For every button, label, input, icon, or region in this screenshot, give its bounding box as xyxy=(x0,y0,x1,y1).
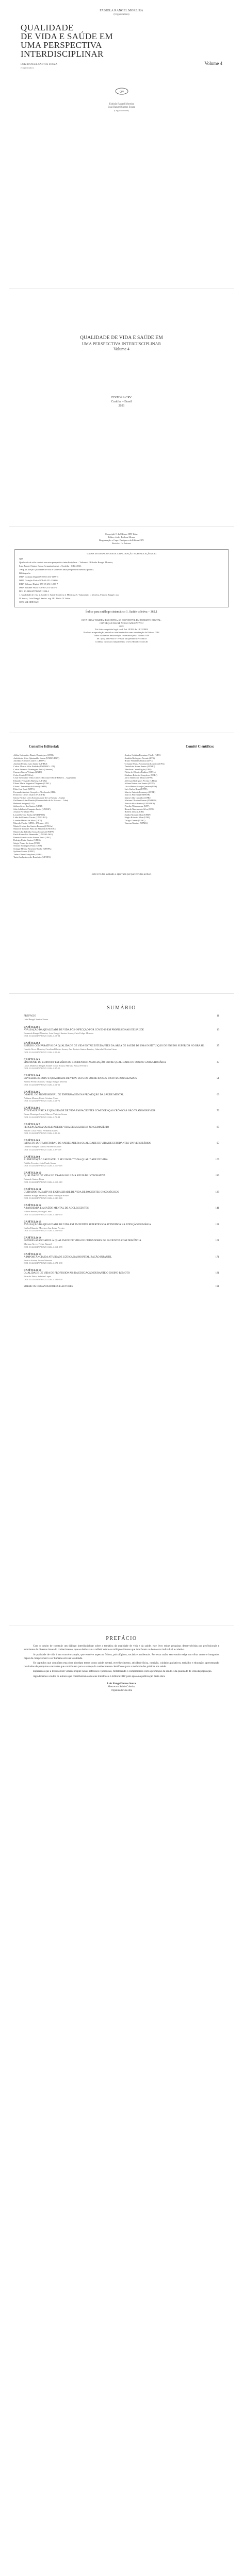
scientific-committee-list xyxy=(125,754,230,859)
inner-title: QUALIDADE DE VIDA E SAÚDE EM xyxy=(80,335,163,341)
chapter-doi: DOI: 10.24824/978652511204.4.141-150 xyxy=(24,1213,62,1216)
chapter-title-row xyxy=(24,1094,219,1097)
council-member: Tania Suely Azevedo Brasileiro (UFOPA) xyxy=(13,856,51,858)
cataloging-lines xyxy=(19,557,224,604)
chapter-number: CAPÍTULO 10 xyxy=(24,1172,41,1175)
chapter-number: CAPÍTULO 13 xyxy=(24,1220,41,1224)
preface-heading: PREFÁCIO xyxy=(106,1636,137,1641)
chapter-number: CAPÍTULO 3 xyxy=(24,1058,40,1061)
chapter-authors: Natália Ferreira; João Paulo Souza xyxy=(24,1161,56,1164)
chapter-authors: Isabela Santos; Rodrigo Lima xyxy=(24,1210,52,1213)
copyright-footer xyxy=(14,619,229,643)
scientific-committee-heading: Comitê Científico: xyxy=(185,744,214,749)
council-member: Lídia de Oliveira Xavier (UNIEURO) xyxy=(13,816,47,819)
council-member: Cesar Gerónimo Tello (Univer. Nacional Três de Febrero – Argentina) xyxy=(13,776,76,779)
chapter-page: 141 xyxy=(215,1207,219,1210)
chapter-doi: DOI: 10.24824/978652511204.4.171-180 xyxy=(24,1262,62,1264)
summary-entry xyxy=(24,1123,219,1135)
council-member: Antônio Pereira Gaio Júnior (UFRRJ) xyxy=(13,762,47,765)
cataloging-line: ISBN Coleção Digital 978-65-251-1199-3 xyxy=(19,575,58,578)
inner-title-page xyxy=(0,289,243,526)
chapter-title: ATIVIDADE FÍSICA E QUALIDADE DE VIDA EM PACIENTES COM DOENÇAS CRÔNICAS NÃO TRANSMISSÍVEIS xyxy=(24,1110,155,1112)
chapter-page: 51 xyxy=(217,1077,219,1080)
review-credit: Este livro foi avaliado e aprovado por pareceristas ad hoc. xyxy=(91,873,152,876)
chapter-title-row xyxy=(24,1272,219,1275)
signature-line: Mestre em Saúde Coletiva xyxy=(108,1686,135,1689)
committee-member: Andrea Cristina Fermiano Fidelis (UFC) xyxy=(124,754,161,756)
committee-member: Vanessa Martins (UFMG) xyxy=(124,822,148,824)
cataloging-line: DOI 10.24824/978652511204.4 xyxy=(19,590,49,592)
chapter-title-row xyxy=(24,1207,219,1210)
council-member: Tadeu Oliver Gonçalves (UFPA) xyxy=(13,853,43,856)
committee-member: Andréia Rodrigues Parente (UFS) xyxy=(124,756,155,759)
chapter-page: 171 xyxy=(215,1256,219,1259)
chapter-page: 11 xyxy=(217,1015,219,1018)
title-line: DE VIDA E SAÚDE EM xyxy=(21,31,113,41)
summary-entry xyxy=(24,1015,219,1021)
committee-member: Daniela de Souza Santos (UFMG) xyxy=(124,765,155,768)
council-member: João Adalberto Campato Junior (UNESP) xyxy=(13,807,51,810)
footer-line: Conheça os nossos lançamentos: www.editoracrv.com.br xyxy=(95,640,148,643)
council-member: Elizeu Clementino de Souza (UNEB) xyxy=(13,785,47,788)
chapter-number: CAPÍTULO 16 xyxy=(24,1269,41,1272)
preface-page xyxy=(0,1625,243,2254)
chapter-authors: Beatriz Souza; Luana Moreira xyxy=(24,1259,52,1262)
cataloging-line: 1. Qualidade de vida 2. Saúde 3. Saúde Coletiva 4. Medicina 5. Tratamento I. Moreira, Fabiola Rangel. org. xyxy=(19,594,119,596)
chapter-doi: DOI: 10.24824/978652511204.4.151-160 xyxy=(24,1229,62,1232)
publisher-block xyxy=(0,396,243,408)
chapter-doi: DOI: 10.24824/978652511204.4.119-128 xyxy=(24,1180,62,1183)
chapter-doi: DOI: 10.24824/978652511204.4.109-118 xyxy=(24,1164,62,1167)
chapter-title: IMPACTO DO TRANSTORNO DE ANSIEDADE NA QUALIDADE DE VIDA DE ESTUDANTES UNIVERSITÁRIOS xyxy=(24,1142,151,1145)
organizer-name: LUIZ RANGEL SANTOS SOUZA xyxy=(21,63,58,66)
council-member: Gloria Fariñas León (Universidade de La Havana – Cuba) xyxy=(13,796,65,799)
chapter-title: CUIDADOS PALIATIVOS E QUALIDADE DE VIDA DE PACIENTES ONCOLÓGICOS xyxy=(24,1191,119,1194)
council-member: Carmen Tereza Velanga (UNIR) xyxy=(13,771,42,773)
chapter-doi: DOI: 10.24824/978652511204.4.73-84 xyxy=(24,1115,60,1118)
footer-line: Todos os direitos desta edição reservados pela: Editora CRV xyxy=(93,634,150,637)
council-member: Élsio José Corá (UFFS) xyxy=(13,788,35,790)
chapter-page: 63 xyxy=(217,1093,219,1096)
chapter-page: 129 xyxy=(215,1191,219,1194)
chapter-title: ALIMENTAÇÃO SAUDÁVEL E SEU IMPACTO NA QUALIDADE DE VIDA xyxy=(24,1158,108,1161)
publisher-city: Curitiba – Brasil xyxy=(111,400,132,403)
chapter-number: CAPÍTULO 8 xyxy=(24,1139,40,1142)
chapter-title-row xyxy=(24,1126,219,1129)
chapter-doi: DOI: 10.24824/978652511204.4.97-108 xyxy=(24,1148,61,1151)
chapter-title: QUALIDADE DE VIDA NO TRABALHO: UMA REVISÃO INTEGRATIVA xyxy=(24,1175,106,1177)
chapter-authors: Camila Alves Moreira; Carolina Ribeiro Souza; Ana Beatriz Santos Pereira; Gabriela Oliveira Lima xyxy=(24,1048,117,1050)
book-title xyxy=(21,23,222,58)
cover-page xyxy=(0,0,243,289)
chapter-title-row xyxy=(24,1224,219,1227)
chapter-title: A IMPORTÂNCIA DA ATIVIDADE LÚDICA NA HOSPITALIZAÇÃO INFANTIL xyxy=(24,1256,112,1259)
committee-member: Priscila Albuquerque (UFF) xyxy=(124,805,150,807)
council-member: Marcelo Paixão (UFRJ e UTexas – US) xyxy=(13,822,48,824)
cataloging-line: II. Souza, Luiz Rangel Santos. org. III. Título IV. Série. xyxy=(19,597,71,600)
preface-paragraph: Com o intuito de construir um diálogo interdisciplinar sobre a temática da qualidade de vida e da saúde, este livro reúne pesquisas desenvolvidas por profissionais e estudantes de diversas áreas do conhecimento, que se dedicaram a refletir sobre os múltiplos fatores que interferem no bem-estar individual e coletivo. xyxy=(24,1645,219,1652)
editor-name: FABIOLA RANGEL MOREIRA xyxy=(100,9,143,12)
chapter-doi: DOI: 10.24824/978652511204.4.51-62 xyxy=(24,1083,60,1086)
summary-entry xyxy=(24,1188,219,1200)
chapter-page: 73 xyxy=(217,1110,219,1112)
preface-paragraph: Agradecemos a todos os autores que contribuíram com seus trabalhos e à Editora CRV pelo apoio na publicação desta obra. xyxy=(33,1674,166,1678)
preface-paragraph: Os capítulos que compõem esta obra abordam temas como saúde mental, envelhecimento, atividade física, nutrição, cuidados paliativos, trabalho e educação, apresentando resultados de pesquisas e revisões que contribuem para o avanço do conhecimento científico e para a melhoria das práticas em saúde. xyxy=(24,1662,219,1669)
committee-member: Giuliano Roberto Gonçalves (UFRJ) xyxy=(124,773,157,776)
chapter-title-row xyxy=(24,1256,219,1259)
summary-entry xyxy=(24,1236,219,1248)
council-member: Jailson Alves dos Santos (UFRJ) xyxy=(13,805,43,807)
copyright-page xyxy=(0,527,243,733)
cataloging-line: Luiz Rangel Santos Souza (organizadores). – Curitiba : CRV, 2021. xyxy=(19,565,82,567)
title-line: UMA PERSPECTIVA xyxy=(21,40,102,50)
chapter-number: CAPÍTULO 5 xyxy=(24,1090,40,1094)
summary-entry xyxy=(24,1139,219,1151)
chapter-title-row xyxy=(24,1015,219,1018)
chapter-page: 13 xyxy=(217,1028,219,1031)
council-member: Renato Francisco dos Santos Paula (UFG) xyxy=(13,836,51,839)
committee-member: Rubens Lima (UERJ) xyxy=(124,810,144,813)
chapter-authors: Vanessa Rangel Moreira; Pedro Henrique Souza xyxy=(24,1194,69,1197)
title-line: INTERDISCIPLINAR xyxy=(21,49,104,59)
chapter-number: CAPÍTULO 9 xyxy=(24,1155,40,1159)
preface-paragraph: Esperamos que a leitura deste volume inspire novas reflexões e pesquisas, fortalecendo o compromisso com a promoção da saúde e da qualidade de vida da população. xyxy=(33,1670,213,1673)
cataloging-header: DADOS INTERNACIONAIS DE CATALOGAÇÃO NA PUBLICAÇÃO (CIP) xyxy=(87,552,156,555)
inner-subtitle: UMA PERSPECTIVA INTERDISCIPLINAR xyxy=(82,342,161,346)
publication-year: 2021 xyxy=(118,404,125,408)
chapter-title: QUALIDADE DE VIDA DE PROFISSIONAIS DA EDUCAÇÃO DURANTE O ENSINO REMOTO xyxy=(24,1272,130,1275)
chapter-title: AVALIAÇÃO DA QUALIDADE DE VIDA PÓS-INFECÇÃO POR COVID-19 EM PROFISSIONAIS DE SAÚDE xyxy=(24,1028,144,1031)
chapter-page: 119 xyxy=(215,1175,219,1177)
chapter-title: ESTUDO COMPARATIVO DA QUALIDADE DE VIDA ENTRE ESTUDANTES DA ÁREA DE SAÚDE DE UMA INSTITUIÇÃO DE ENSINO SUPERIOR NO BRASIL xyxy=(24,1045,205,1047)
committee-member: Marcos Ferreira (UNIFESP) xyxy=(124,793,150,796)
chapter-title-row xyxy=(24,1175,219,1178)
summary-entry xyxy=(24,1042,219,1054)
chapter-authors: Juliana Pereira Santos; Thiago Rangel Moreira xyxy=(24,1080,68,1083)
inner-volume: Volume 4 xyxy=(114,347,129,351)
blank-area xyxy=(0,2254,243,2576)
committee-member: Jairo Antônio de Moura (UFSC) xyxy=(124,776,154,779)
chapter-number: CAPÍTULO 1 xyxy=(24,1025,40,1029)
publisher-name: EDITORA CRV xyxy=(111,396,132,399)
organizer-role: (Organizador) xyxy=(21,66,34,69)
chapter-page: 85 xyxy=(217,1126,219,1129)
footer-line: 2021 xyxy=(119,625,124,628)
footer-line: CONHEÇA E BAIXE NOSSO APLICATIVO! xyxy=(99,622,143,624)
copyright-line: Editor-chefe: Railson Moura xyxy=(108,536,135,538)
council-member: Andréia da Silva Quintanilha Sousa (UNIR/UFRN) xyxy=(13,756,59,759)
chapter-authors: Mariana Alves; Felipe Rangel xyxy=(24,1243,52,1245)
council-member: Carlos Alberto Vilar Estêvão (UMINHO – PT) xyxy=(13,765,55,768)
cataloging-line: 196 p. (Coleção Qualidade de vida e saúde em uma perspectiva interdisciplinar) xyxy=(19,568,93,571)
chapter-authors: Renata Costa Pinto; Fernanda Lopes xyxy=(24,1129,58,1132)
council-member: Guillermo Arias Beatón (Universidade de La Havana – Cuba) xyxy=(13,799,69,802)
council-member: Sydione Santos (UEPG) xyxy=(13,850,35,853)
council-page xyxy=(0,733,243,993)
chapter-page: 97 xyxy=(217,1142,219,1145)
chapter-page: 151 xyxy=(215,1223,219,1226)
summary-entry xyxy=(24,1058,219,1070)
chapter-number: CAPÍTULO 14 xyxy=(24,1236,41,1240)
summary-entry xyxy=(24,1221,219,1232)
cataloging-line: ISBN Coleção Físico 978-65-251-1200-6 xyxy=(19,579,58,582)
summary-page xyxy=(0,994,243,1625)
chapter-doi: DOI: 10.24824/978652511204.4.85-96 xyxy=(24,1132,60,1134)
summary-entry xyxy=(24,1285,219,1289)
chapter-authors: Adriana Moura; Paula Cristina Alves xyxy=(24,1096,58,1099)
signature-name: Luiz Rangel Santos Souza xyxy=(107,1682,136,1685)
chapter-authors: Lucas Matheus Rangel; Rafael Costa Souza; Mariana Souza Ferreira xyxy=(24,1064,88,1067)
chapter-number: CAPÍTULO 2 xyxy=(24,1042,40,1045)
chapter-title: A PANDEMIA E A SAÚDE MENTAL DE ADOLESCENTES xyxy=(24,1207,89,1210)
chapter-authors: Carlos Eduardo Moreira; Ana Luiza Pereira xyxy=(24,1226,64,1229)
chapter-page: 191 xyxy=(215,1285,219,1288)
council-member: Solange Helena Ximenes-Rocha (UFOPA) xyxy=(13,847,52,850)
committee-member: Ricardo Nascimento Silva (UFG) xyxy=(124,807,155,810)
chapter-title: PERCEPÇÃO DA QUALIDADE DE VIDA DE MULHERES NO CLIMATÉRIO xyxy=(24,1126,109,1129)
council-member: Fernando Antônio Gonçalves Alcoforado (IPB) xyxy=(13,790,56,793)
chapter-title: ENVELHECIMENTO E QUALIDADE DE VIDA: ESTUDO SOBRE IDOSOS INSTITUCIONALIZADOS xyxy=(24,1077,137,1080)
cataloging-line: ISBN Volume Físico 978-65-251-1204-4 xyxy=(19,586,57,589)
committee-member: Flávia de Oliveira Paulino (UFAL) xyxy=(124,771,156,773)
council-headers xyxy=(13,744,230,749)
council-member: Helmuth Krüger (UCP) xyxy=(13,802,35,805)
chapter-page: 109 xyxy=(215,1158,219,1161)
chapter-title: AVALIAÇÃO DA QUALIDADE DE VIDA EM PACIENTES HIPERTENSOS ATENDIDOS NA ATENÇÃO PRIMÁRIA xyxy=(24,1223,151,1226)
council-columns xyxy=(13,754,230,859)
chapter-number: CAPÍTULO 15 xyxy=(24,1252,41,1256)
editorial-council-list xyxy=(13,754,119,859)
organizers-role: (Organizadores) xyxy=(114,109,129,112)
chapter-doi: DOI: 10.24824/978652511204.4.161-170 xyxy=(24,1245,62,1248)
chapter-title-row xyxy=(24,1159,219,1162)
summary-entry xyxy=(24,1107,219,1118)
chapter-authors: Fernanda Rangel Moreira; Luiz Rangel Santos Souza; Caio Felipe Moreira xyxy=(24,1031,93,1035)
summary-entry xyxy=(24,1091,219,1103)
copyright-lines xyxy=(14,533,229,545)
chapter-doi: DOI: 10.24824/978652511204.4.37-50 xyxy=(24,1067,60,1070)
council-member: Simone Rodrigues Pinto (UNB) xyxy=(13,844,42,847)
editorial-council-heading: Conselho Editorial: xyxy=(29,744,59,749)
committee-member: Edmilson Cezar Paglia (UFG) xyxy=(124,768,152,771)
chapter-title-row xyxy=(24,1061,219,1064)
cataloging-line: Q18 xyxy=(19,557,23,560)
council-member: Anselmo Alencar Colares (UFOPA) xyxy=(13,759,45,762)
chapter-authors: Gustavo Rangel; Larissa Moreira Santos xyxy=(24,1145,61,1148)
council-member: Celso Conti (UFSCar) xyxy=(13,773,34,776)
editor-role: (Organizadora) xyxy=(114,13,129,16)
chapter-page: 181 xyxy=(215,1272,219,1275)
summary-entries xyxy=(24,1015,219,1289)
summary-entry xyxy=(24,1172,219,1183)
chapter-number: CAPÍTULO 11 xyxy=(24,1188,41,1191)
footer-line: ESTA OBRA TAMBÉM ENCONTRA-SE DISPONÍVEL EM FORMATO DIGITAL. xyxy=(82,619,161,621)
summary-entry xyxy=(24,1026,219,1038)
preface-body xyxy=(24,1645,219,1679)
cataloging-line: Qualidade de vida e saúde em uma perspectiva interdisciplinar – Volume 4 / Fabiola Rangel Moreira, xyxy=(19,561,114,564)
copyright-line: Revisão: Os Autores xyxy=(112,542,131,545)
copyright-line: Diagramação e Capa: Designers da Editora CRV xyxy=(99,539,144,541)
signature-line: Organizador da obra xyxy=(110,1689,132,1692)
committee-member: Patrícia Silva Santos (UNINTER) xyxy=(124,802,155,805)
council-member: Paulo Romualdo Hernandes (UNIFAL-MG) xyxy=(13,833,53,836)
chapter-page: 161 xyxy=(215,1240,219,1242)
summary-entry xyxy=(24,1269,219,1281)
summary-heading: SUMÁRIO xyxy=(107,1005,136,1011)
chapter-title: SOBRE OS ORGANIZADORES E AUTORES xyxy=(24,1285,73,1288)
council-member: Elione Maria Nogueira Diogenes (UFAL) xyxy=(13,782,51,785)
chapter-authors: Bruno Henrique Lima; Marcos Vinicius Souza xyxy=(24,1113,67,1115)
council-member: Maria de Lourdes Pinto de Almeida (UNOESC) xyxy=(13,827,56,830)
cataloging-line: ISBN Volume Digital 978-65-251-1203-7 xyxy=(19,583,58,585)
chapter-title-row xyxy=(24,1029,219,1032)
cataloging-box xyxy=(14,549,229,607)
chapter-doi: DOI: 10.24824/978652511204.4.25-36 xyxy=(24,1050,60,1054)
chapter-number: CAPÍTULO 12 xyxy=(24,1204,41,1207)
committee-member: Marcio Antonio Lourenço (UFPE) xyxy=(124,790,155,793)
chapter-doi: DOI: 10.24824/978652511204.4.13-24 xyxy=(24,1035,60,1037)
council-member: Aldira Guimarães Duarte Domínguez (UNB) xyxy=(13,754,54,756)
chapter-page: 25 xyxy=(217,1045,219,1047)
chapter-title: FATORES ASSOCIADOS À QUALIDADE DE VIDA DE CUIDADORES DE PACIENTES COM DEMÊNCIA xyxy=(24,1240,141,1242)
council-member: Eduardo Fernandes Barbosa (UFMG) xyxy=(13,779,47,782)
committee-member: Mariana Oliveira Gomes (UNIRIO) xyxy=(124,799,157,802)
chapter-title: PREFÁCIO xyxy=(24,1015,37,1018)
footer-line: Foi feito o depósito legal conf. Lei 10.994 de 14/12/2004 xyxy=(95,628,148,631)
committee-member: Bruno Fernandes Batista (UFG) xyxy=(124,759,153,762)
copyright-line: Copyright © da Editora CRV Ltda. xyxy=(105,533,138,535)
publisher-logo-icon xyxy=(115,88,128,95)
organizer-name: Luiz Rangel Santos Souza xyxy=(108,106,135,109)
chapter-title-row xyxy=(24,1191,219,1194)
council-member: Francisco Carlos Duarte (PUC-PR) xyxy=(13,793,45,796)
chapter-number: CAPÍTULO 4 xyxy=(24,1074,40,1077)
committee-member: Maria Célia Carvalho (UFRJ) xyxy=(124,796,151,799)
committee-member: Sandra Moraes Silva (UFRN) xyxy=(124,813,151,816)
chapter-title: O PAPEL DO PROFISSIONAL DE ENFERMAGEM NA PROMOÇÃO DA SAÚDE MENTAL xyxy=(24,1093,124,1096)
summary-entry xyxy=(24,1074,219,1086)
council-member: Maria Lília Imbiriba Sousa Colares (UFOPA) xyxy=(13,830,54,833)
cataloging-line: Bibliografia xyxy=(19,572,30,574)
cataloging-line: CDU 614 CDD 362.1 xyxy=(19,601,40,603)
chapter-number: CAPÍTULO 6 xyxy=(24,1107,40,1110)
council-member: Josania Portela (UFPI) xyxy=(13,810,34,813)
volume-label: Volume 4 xyxy=(204,61,222,66)
footer-line: Proibida a reprodução parcial ou total desta obra sem autorização da Editora CRV xyxy=(83,631,160,634)
committee-member: Luís Carlos Rosa (UFPE) xyxy=(124,788,148,790)
council-member: Carlos Federico Dominguez Avila (Unieuro) xyxy=(13,768,53,771)
organizer-name: Fabiola Rangel Moreira xyxy=(109,103,134,106)
chapter-doi: DOI: 10.24824/978652511204.4.181-190 xyxy=(24,1278,62,1281)
committee-member: Thiago Gomes (UFSC) xyxy=(124,819,145,822)
committee-member: Juliana Karine dos Santos (UFJF) xyxy=(124,782,155,785)
summary-entry xyxy=(24,1156,219,1167)
council-member: Leonel Severo Rocha (UNISINOS) xyxy=(13,813,45,816)
chapter-authors: Ricardo Pinto; Sabrina Lopes xyxy=(24,1275,52,1278)
title-line: QUALIDADE xyxy=(21,23,74,32)
chapter-page: 37 xyxy=(217,1061,219,1064)
chapter-doi: DOI: 10.24824/978652511204.4.129-140 xyxy=(24,1197,62,1199)
chapter-number: CAPÍTULO 7 xyxy=(24,1123,40,1126)
council-member: Lourdes Helena da Silva (UFV) xyxy=(13,819,42,822)
summary-entry xyxy=(24,1204,219,1216)
chapter-authors: Luiz Rangel Santos Souza xyxy=(24,1018,48,1021)
committee-member: Lúcia Helena Araújo Queiroz (UFS) xyxy=(124,785,157,788)
preface-signature xyxy=(24,1683,219,1693)
index-note: Índice para catálogo sistemático 1. Saúde coletiva – 362.1 xyxy=(85,611,158,614)
summary-entry xyxy=(24,1253,219,1265)
council-member: Rodrigo Pratte-Santos (UFES) xyxy=(13,839,41,841)
organizers-block xyxy=(0,103,243,112)
chapter-authors: Eduardo Santos Lima xyxy=(24,1178,44,1180)
chapter-doi: DOI: 10.24824/978652511204.4.63-72 xyxy=(24,1099,60,1102)
preface-paragraph: A qualidade de vida é um conceito amplo, que envolve aspectos físicos, psicológicos, sociais e ambientais. Por essa razão, seu estudo exige um olhar atento e integrado, capaz de compreender o ser humano em sua totalidade. xyxy=(24,1653,219,1660)
chapter-title-row xyxy=(24,1240,219,1243)
committee-member: Cristiane Maria Nascimento Loureiro (UFG) xyxy=(124,762,165,765)
council-member: Maria Cristina dos Santos Bezerra (UFSCar) xyxy=(13,824,53,827)
committee-member: Jefferson Rodrigues Pereira (UFPA) xyxy=(124,779,157,782)
chapter-title: SÍNDROME DE BURNOUT EM MÉDICOS RESIDENTES: ASSOCIAÇÃO ENTRE QUALIDADE DO SONO E CARGA HORÁRIA xyxy=(24,1061,166,1064)
footer-line: Tel.: (41) 3039-6418 - E-mail: sac@editoracrv.com.br xyxy=(96,637,147,640)
svg-text:crv: crv xyxy=(119,90,124,94)
council-member: Sérgio Nunes de Jesus (IFRO) xyxy=(13,841,41,844)
chapter-title-row xyxy=(24,1285,219,1289)
committee-member: Sérgio Roberto Silva (UNB) xyxy=(124,816,150,819)
